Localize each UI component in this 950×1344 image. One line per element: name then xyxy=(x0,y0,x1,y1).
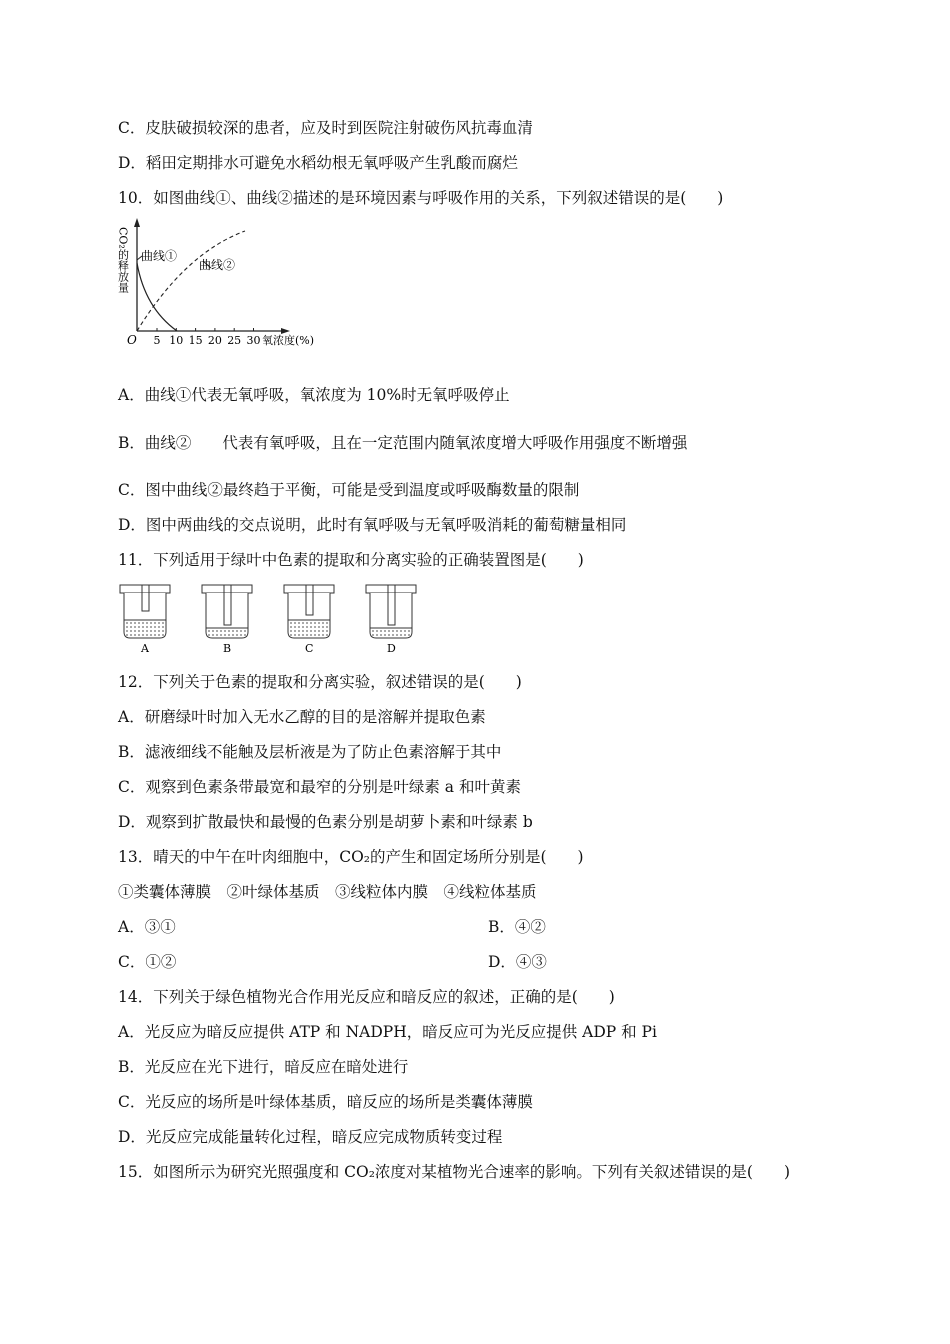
q15-stem: 15．如图所示为研究光照强度和 CO₂浓度对某植物光合速率的影响。下列有关叙述错误的是( ) xyxy=(118,1163,791,1181)
origin-label: O xyxy=(127,333,137,347)
curve-2-label: 曲线② xyxy=(199,258,236,272)
q13-option-b: B．④② xyxy=(488,918,546,936)
q12-option-b: B．滤液细线不能触及层析液是为了防止色素溶解于其中 xyxy=(118,743,502,761)
beaker-C xyxy=(284,585,334,654)
q10-stem: 10．如图曲线①、曲线②描述的是环境因素与呼吸作用的关系，下列叙述错误的是( ) xyxy=(118,189,724,207)
q12-stem: 12．下列关于色素的提取和分离实验，叙述错误的是( ) xyxy=(118,673,522,691)
q10-option-b: B．曲线② 代表有氧呼吸，且在一定范围内随氧浓度增大呼吸作用强度不断增强 xyxy=(118,434,688,452)
beaker-D xyxy=(366,585,416,654)
x-tick-label: 25 xyxy=(227,334,242,347)
respiration-chart xyxy=(115,213,330,353)
q13-option-d: D．④③ xyxy=(488,953,547,971)
curve-2 xyxy=(137,231,245,331)
x-tick-label: 20 xyxy=(207,334,222,347)
x-tick-label: 5 xyxy=(153,334,161,347)
q14-option-b: B．光反应在光下进行，暗反应在暗处进行 xyxy=(118,1058,409,1076)
curve-1 xyxy=(137,263,177,331)
x-tick-label: 15 xyxy=(188,334,203,347)
q14-option-c: C．光反应的场所是叶绿体基质，暗反应的场所是类囊体薄膜 xyxy=(118,1093,533,1111)
q10-option-d: D．图中两曲线的交点说明，此时有氧呼吸与无氧呼吸消耗的葡萄糖量相同 xyxy=(118,516,627,534)
y-axis-arrow xyxy=(134,218,140,227)
q14-option-a: A．光反应为暗反应提供 ATP 和 NADPH，暗反应可为光反应提供 ADP 和 Pi xyxy=(118,1023,657,1041)
beaker-B xyxy=(202,585,252,654)
beaker-label: B xyxy=(223,642,232,654)
x-axis-label: 氧浓度(%) xyxy=(262,334,315,347)
q13-stem: 13．晴天的中午在叶肉细胞中，CO₂的产生和固定场所分别是( ) xyxy=(118,848,584,866)
x-tick-label: 30 xyxy=(246,334,261,347)
beaker-label: C xyxy=(305,642,314,654)
q9-option-d: D．稻田定期排水可避免水稻幼根无氧呼吸产生乳酸而腐烂 xyxy=(118,154,518,172)
q9-option-c: C．皮肤破损较深的患者，应及时到医院注射破伤风抗毒血清 xyxy=(118,119,533,137)
beaker-label: A xyxy=(141,642,149,654)
q11-stem: 11．下列适用于绿叶中色素的提取和分离实验的正确装置图是( ) xyxy=(118,551,584,569)
y-axis-label: CO₂的释放量 xyxy=(116,227,130,293)
beaker-A xyxy=(120,585,170,654)
q13-statements: ①类囊体薄膜 ②叶绿体基质 ③线粒体内膜 ④线粒体基质 xyxy=(118,883,537,901)
q12-option-d: D．观察到扩散最快和最慢的色素分别是胡萝卜素和叶绿素 b xyxy=(118,813,533,831)
curve-1-label: 曲线① xyxy=(141,249,178,263)
q14-option-d: D．光反应完成能量转化过程，暗反应完成物质转变过程 xyxy=(118,1128,503,1146)
q10-option-c: C．图中曲线②最终趋于平衡，可能是受到温度或呼吸酶数量的限制 xyxy=(118,481,580,499)
x-tick-label: 10 xyxy=(169,334,184,347)
beaker-diagrams xyxy=(118,582,448,654)
q13-option-c: C．①② xyxy=(118,953,177,971)
q13-option-a: A．③① xyxy=(118,918,176,936)
q10-option-a: A．曲线①代表无氧呼吸，氧浓度为 10%时无氧呼吸停止 xyxy=(118,386,510,404)
beaker-label: D xyxy=(387,642,396,654)
q12-option-c: C．观察到色素条带最宽和最窄的分别是叶绿素 a 和叶黄素 xyxy=(118,778,521,796)
q12-option-a: A．研磨绿叶时加入无水乙醇的目的是溶解并提取色素 xyxy=(118,708,486,726)
q14-stem: 14．下列关于绿色植物光合作用光反应和暗反应的叙述，正确的是( ) xyxy=(118,988,615,1006)
